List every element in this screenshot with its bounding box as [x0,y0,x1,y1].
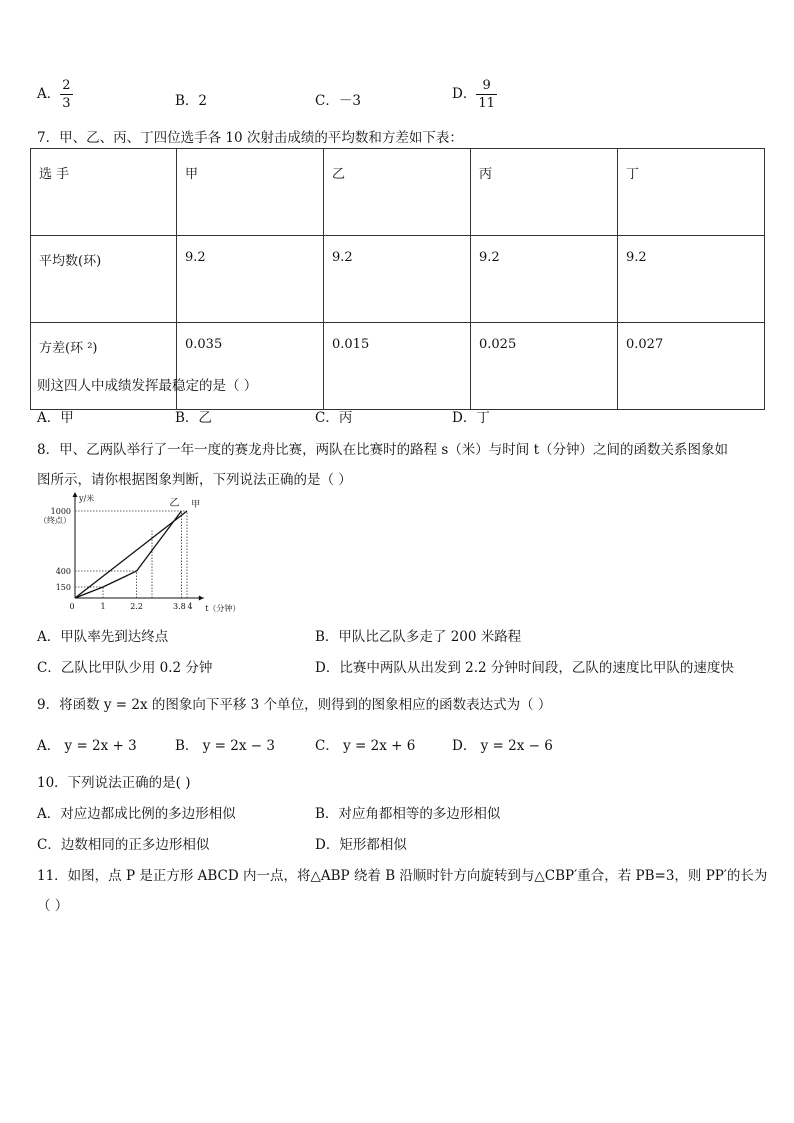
x-tick-label: 4 [187,602,193,611]
table-cell: 0.027 [618,323,765,410]
q10-stem: 10．下列说法正确的是( ) [37,775,191,791]
x-tick-label: 2.2 [130,602,143,611]
q6-option-a-label: A． [37,86,61,102]
table-cell: 0.025 [471,323,618,410]
q10-option-c: C．边数相同的正多边形相似 [37,837,210,853]
q7-question: 则这四人中成绩发挥最稳定的是（ ） [37,378,258,394]
q10-option-d: D．矩形都相似 [315,837,407,853]
table-cell: 方差(环 ²) [31,323,177,410]
q10-option-b: B．对应角都相等的多边形相似 [315,806,501,822]
q8-option-c: C．乙队比甲队少用 0.2 分钟 [37,660,213,676]
table-cell: 9.2 [177,236,324,323]
q8-option-a: A．甲队率先到达终点 [37,629,169,645]
q9-option-a: A． y = 2x + 3 [37,738,137,754]
table-cell: 丙 [471,149,618,236]
q8-stem-line2: 图所示，请你根据图象判断，下列说法正确的是（ ） [37,472,352,488]
q9-option-d: D． y = 2x − 6 [452,738,553,754]
y-axis-arrow-icon [73,492,78,497]
table-cell: 9.2 [471,236,618,323]
table-cell: 乙 [324,149,471,236]
table-cell: 甲 [177,149,324,236]
q7-stem: 7．甲、乙、丙、丁四位选手各 10 次射击成绩的平均数和方差如下表： [37,130,463,146]
x-tick-label: 0 [69,602,75,611]
q7-option-c: C．丙 [315,410,353,426]
table-cell: 0.015 [324,323,471,410]
fraction-denominator: 3 [62,96,71,111]
y-tick-label: 400 [55,567,71,576]
table-row [31,323,765,410]
table-row [31,236,765,323]
x-axis-arrow-icon [199,596,204,601]
fraction-denominator: 11 [478,96,495,111]
q9-stem: 9．将函数 y = 2x 的图象向下平移 3 个单位，则得到的图象相应的函数表达式为（ ） [37,697,552,713]
y-tick-label: 1000 [50,507,71,516]
table-cell: 丁 [618,149,765,236]
q7-option-a: A．甲 [37,410,74,426]
q6-option-c: C．－3 [315,93,361,109]
q6-option-a [37,79,73,110]
table-cell: 选 手 [31,149,177,236]
q7-option-d: D．丁 [452,410,490,426]
q6-option-b: B．2 [175,93,208,109]
y-endpoint-note: （终点） [39,516,71,525]
x-tick-label: 1 [100,602,106,611]
x-tick-label: 3.8 [173,602,186,611]
y-tick-label: 150 [55,583,71,592]
fraction-numerator: 2 [62,78,71,93]
q8-race-chart [30,490,260,618]
series-line-甲 [75,511,187,598]
y-axis-label: y/米 [79,494,95,503]
q6-option-a-fraction [60,79,72,110]
q11-stem-line1: 11．如图，点 P 是正方形 ABCD 内一点，将△ABP 绕着 B 沿顺时针方向旋转到与△CBP′重合，若 PB=3，则 PP′的长为 [37,868,768,884]
table-cell: 0.035 [177,323,324,410]
fraction-numerator: 9 [482,78,491,93]
q9-option-b: B． y = 2x − 3 [175,738,275,754]
q6-option-d-label: D． [452,86,477,102]
table-row [31,149,765,236]
q7-table [30,148,765,410]
q6-option-d [452,79,497,110]
q8-option-d: D．比赛中两队从出发到 2.2 分钟时间段，乙队的速度比甲队的速度快 [315,660,734,676]
q7-option-b: B．乙 [175,410,212,426]
q9-option-c: C． y = 2x + 6 [315,738,416,754]
series-label-甲: 甲 [191,500,201,510]
q8-option-b: B．甲队比乙队多走了 200 米路程 [315,629,522,645]
x-axis-label: t（分钟） [205,604,241,613]
table-cell: 9.2 [324,236,471,323]
q11-stem-line2: （ ） [37,898,69,914]
series-label-乙: 乙 [169,498,180,509]
table-cell: 9.2 [618,236,765,323]
q8-stem-line1: 8．甲、乙两队举行了一年一度的赛龙舟比赛，两队在比赛时的路程 s（米）与时间 t（分钟）之间的函数关系图象如 [37,442,729,458]
q10-option-a: A．对应边都成比例的多边形相似 [37,806,236,822]
q6-option-d-fraction [476,79,497,110]
table-cell: 平均数(环) [31,236,177,323]
